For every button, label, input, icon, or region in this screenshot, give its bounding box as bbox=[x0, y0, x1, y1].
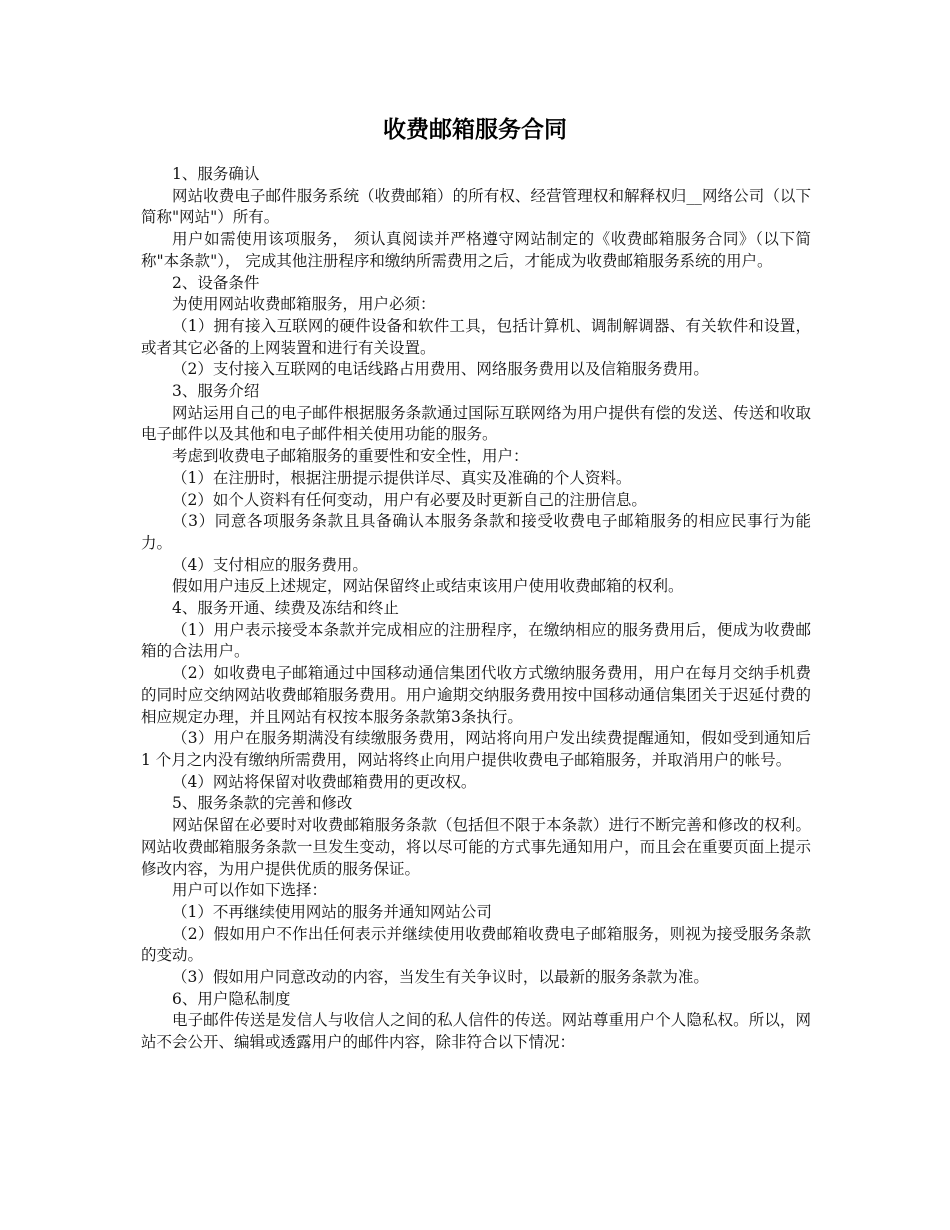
heading-equipment-conditions: 2、设备条件 bbox=[172, 273, 260, 292]
list-item: （3）用户在服务期满没有续缴服务费用，网站将向用户发出续费提醒通知，假如受到通知后1 个月之内没有缴纳所需费用，网站将终止向用户提供收费电子邮箱服务，并取消用户的帐号。 bbox=[141, 729, 811, 769]
list-item: （1）用户表示接受本条款并完成相应的注册程序，在缴纳相应的服务费用后，便成为收费邮箱的合法用户。 bbox=[141, 620, 811, 661]
list-item: （2）支付接入互联网的电话线路占用费用、网络服务费用以及信箱服务费用。 bbox=[172, 360, 709, 379]
paragraph: 网站保留在必要时对收费邮箱服务条款（包括但不限于本条款）进行不断完善和修改的权利。网站收费邮箱服务条款一旦发生变动，将以尽可能的方式事先通知用户，而且会在重要页面上提示修改内容，为用户提供优质的服务保证。 bbox=[141, 816, 811, 878]
list-item: （1）在注册时，根据注册提示提供详尽、真实及准确的个人资料。 bbox=[172, 468, 632, 487]
list-item: （2）假如用户不作出任何表示并继续使用收费邮箱收费电子邮箱服务，则视为接受服务条款的变动。 bbox=[141, 924, 811, 965]
document-body bbox=[141, 164, 811, 1054]
heading-service-confirmation: 1、服务确认 bbox=[172, 165, 260, 183]
list-item: （3）假如用户同意改动的内容，当发生有关争议时，以最新的服务条款为准。 bbox=[172, 968, 709, 987]
list-item: （3）同意各项服务条款且具备确认本服务条款和接受收费电子邮箱服务的相应民事行为能力。 bbox=[141, 512, 811, 552]
paragraph: 为使用网站收费邮箱服务，用户必须： bbox=[172, 295, 436, 314]
paragraph: 考虑到收费电子邮箱服务的重要性和安全性，用户： bbox=[172, 447, 529, 466]
paragraph: 用户如需使用该项服务， 须认真阅读并严格遵守网站制定的《收费邮箱服务合同》（以下简称"本条款"）， 完成其他注册程序和缴纳所需费用之后，才能成为收费邮箱服务系统的用户。 bbox=[141, 230, 811, 270]
list-item: （4）网站将保留对收费邮箱费用的更改权。 bbox=[172, 772, 477, 791]
paragraph: 网站收费电子邮件服务系统（收费邮箱）的所有权、经营管理权和解释权归__网络公司（以下简称"网站"）所有。 bbox=[141, 186, 811, 227]
heading-terms-revision: 5、服务条款的完善和修改 bbox=[172, 794, 353, 813]
paragraph: 电子邮件传送是发信人与收信人之间的私人信件的传送。网站尊重用户个人隐私权。所以，网站不会公开、编辑或透露用户的邮件内容，除非符合以下情况： bbox=[141, 1011, 811, 1052]
list-item: （2）如收费电子邮箱通过中国移动通信集团代收方式缴纳服务费用，用户在每月交纳手机费的同时应交纳网站收费邮箱服务费用。用户逾期交纳服务费用按中国移动通信集团关于迟延付费的相应规定办理，并且网站有权按本服务条款第3条执行。 bbox=[141, 664, 811, 726]
heading-service-introduction: 3、服务介绍 bbox=[172, 382, 260, 401]
list-item: （1）不再继续使用网站的服务并通知网站公司 bbox=[172, 902, 492, 921]
list-item: （1）拥有接入互联网的硬件设备和软件工具，包括计算机、调制解调器、有关软件和设置，或者其它必备的上网装置和进行有关设置。 bbox=[141, 316, 811, 357]
list-item: （4）支付相应的服务费用。 bbox=[172, 555, 368, 574]
paragraph: 假如用户违反上述规定，网站保留终止或结束该用户使用收费邮箱的权利。 bbox=[172, 577, 684, 596]
heading-service-activation: 4、服务开通、续费及冻结和终止 bbox=[172, 599, 399, 618]
paragraph: 用户可以作如下选择： bbox=[172, 881, 328, 900]
document-title: 收费邮箱服务合同 bbox=[383, 116, 567, 143]
list-item: （2）如个人资料有任何变动，用户有必要及时更新自己的注册信息。 bbox=[172, 490, 647, 509]
heading-user-privacy: 6、用户隐私制度 bbox=[172, 989, 291, 1008]
paragraph: 网站运用自己的电子邮件根据服务条款通过国际互联网络为用户提供有偿的发送、传送和收取电子邮件以及其他和电子邮件相关使用功能的服务。 bbox=[141, 403, 811, 444]
